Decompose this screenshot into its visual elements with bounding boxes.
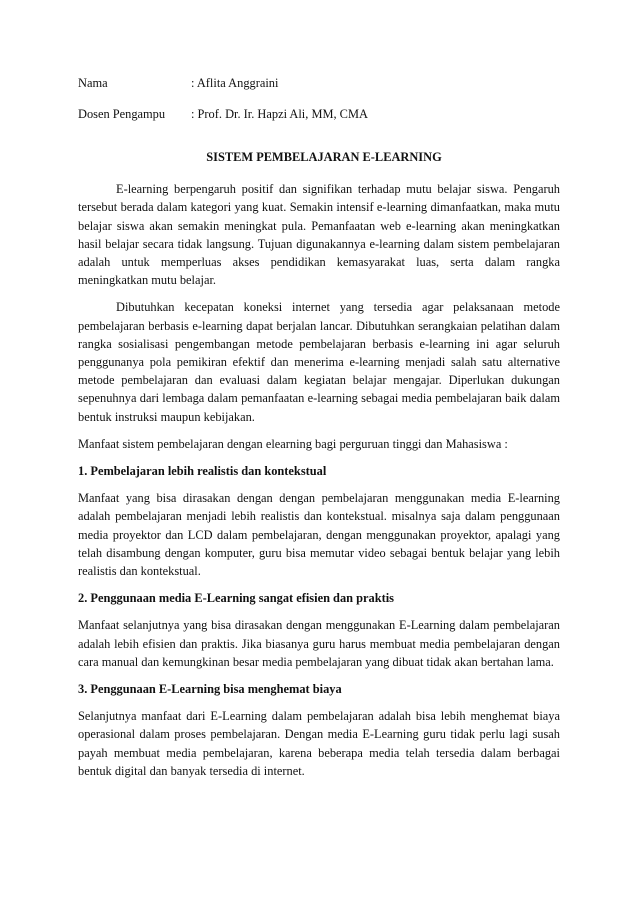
- intro-paragraph-2: Dibutuhkan kecepatan koneksi internet yang tersedia agar pelaksanaan metode pembelajaran berbasis e-learning dapat berjalan lancar. Dibutuhkan serangkaian pelatihan dalam rangka sosialisasi pengembangan metode pembelajaran berbasis e-learning ini agar seluruh penggunanya pola pemikiran efektif dan menerima e-learning menjadi salah satu alternative metode pembelajaran dan evaluasi dalam kegiatan belajar mengajar. Diperlukan dukungan sepenuhnya dari lembaga dalam pemanfaatan e-learning sebagai media pembelajaran baik dalam bentuk instruksi maupun kebijakan.: [78, 300, 560, 424]
- section-heading-2: 2. Penggunaan media E-Learning sangat efisien dan praktis: [78, 591, 395, 606]
- section-heading-3: 3. Penggunaan E-Learning bisa menghemat biaya: [78, 682, 342, 697]
- lecturer-row: [78, 105, 560, 123]
- intro-paragraph-1: E-learning berpengaruh positif dan signifikan terhadap mutu belajar siswa. Pengaruh tersebut berada dalam kategori yang kuat. Semakin intensif e-learning dimanfaatkan, maka mutu belajar siswa akan semakin meningkat pula. Pemanfaatan web e-learning akan meningkatkan hasil belajar secara tidak langsung. Tujuan digunakannya e-learning dalam sistem pembelajaran adalah untuk memperluas akses pendidikan kemasyarakat luas, serta dalam rangka meningkatkan mutu belajar.: [78, 182, 560, 288]
- section-body-3: Selanjutnya manfaat dari E-Learning dalam pembelajaran adalah bisa lebih menghemat biaya operasional dalam proses pembelajaran. Dengan media E-Learning guru tidak perlu lagi susah payah membuat media pembelajaran, karena beberapa media telah tersedia dalam berbagai bentuk digital dan banyak tersedia di internet.: [78, 709, 560, 778]
- name-row: [78, 74, 560, 92]
- section-body-1: Manfaat yang bisa dirasakan dengan dengan pembelajaran menggunakan media E-learning adalah pembelajaran menjadi lebih realistis dan kontekstual. misalnya saja dalam penggunaan media proyektor dan LCD dalam pembelajaran, dengan menggunakan proyektor, apalagi yang telah disambung dengan komputer, guru bisa memutar video sebagai bentuk belajar yang lebih realistis dan kontekstual.: [78, 491, 560, 579]
- name-value: : Aflita Anggraini: [191, 76, 279, 90]
- benefits-intro: Manfaat sistem pembelajaran dengan elearning bagi perguruan tinggi dan Mahasiswa :: [78, 436, 508, 451]
- document-title: SISTEM PEMBELAJARAN E-LEARNING: [206, 150, 442, 164]
- lecturer-value: : Prof. Dr. Ir. Hapzi Ali, MM, CMA: [191, 107, 368, 121]
- document-page: [78, 74, 560, 789]
- name-label: Nama: [78, 76, 108, 90]
- section-heading-1: 1. Pembelajaran lebih realistis dan kontekstual: [78, 464, 327, 479]
- section-body-2: Manfaat selanjutnya yang bisa dirasakan dengan menggunakan E-Learning dalam pembelajaran adalah lebih efisien dan praktis. Jika biasanya guru harus membuat media pembelajaran dengan cara manual dan kemungkinan besar media pembelajaran yang dibuat tidak akan bertahan lama.: [78, 618, 560, 669]
- lecturer-label: Dosen Pengampu: [78, 107, 166, 121]
